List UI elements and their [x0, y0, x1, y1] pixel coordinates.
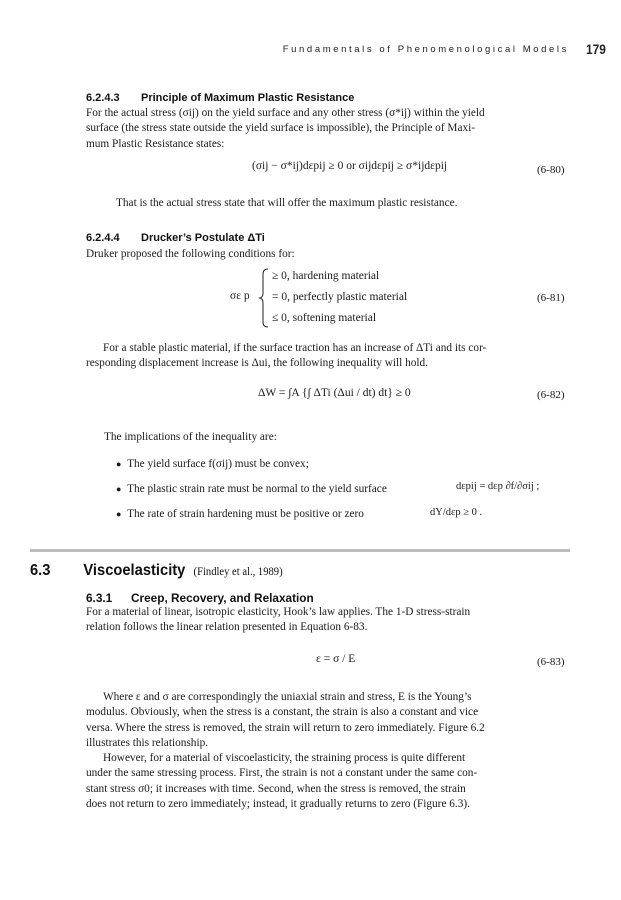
paragraph-line: Where ε and σ are correspondingly the uniaxial strain and stress, E is the Young’s — [103, 691, 472, 703]
section-title: Drucker’s Postulate ΔTi — [141, 232, 265, 244]
section-heading-6-3 — [30, 562, 283, 580]
paragraph-stable-material — [86, 341, 571, 372]
paragraph-line: illustrates this relationship. — [86, 736, 209, 749]
section-title: Principle of Maximum Plastic Resistance — [141, 92, 355, 104]
case-perfectly-plastic: = 0, perfectly plastic material — [272, 291, 408, 303]
left-brace-icon — [258, 268, 270, 328]
paragraph-line: That is the actual stress state that will offer the maximum plastic resistance. — [116, 197, 458, 209]
case-softening: ≤ 0, softening material — [272, 312, 377, 324]
section-number: 6.2.4.3 — [86, 92, 120, 104]
citation: (Findley et al., 1989) — [193, 566, 283, 578]
paragraph-line: Druker proposed the following conditions for: — [86, 248, 295, 260]
bullet-text: The plastic strain rate must be normal to the yield surface — [127, 483, 387, 495]
section-heading-6-2-4-3 — [86, 92, 354, 104]
bullet-icon: ● — [116, 484, 122, 494]
section-number: 6.2.4.4 — [86, 232, 120, 244]
section-heading-6-3-1 — [86, 591, 314, 605]
bullet-icon: ● — [116, 459, 122, 469]
section-heading-6-2-4-4 — [86, 232, 265, 244]
bullet-equation: dεpij = dεp ∂f/∂σij ; — [456, 481, 540, 492]
bullet-text: The rate of strain hardening must be positive or zero — [127, 508, 364, 520]
paragraph-line: For a stable plastic material, if the surface traction has an increase of ΔTi and its cor- — [103, 342, 487, 354]
paragraph-line: versa. Where the stress is removed, the strain will return to zero immediately. Figure 6.2 — [86, 721, 485, 734]
paragraph-line: modulus. Obviously, when the stress is a constant, the strain is also a constant and vice — [86, 706, 479, 719]
paragraph-line: under the same stressing process. First, the strain is not a constant under the same con- — [86, 767, 478, 780]
bullet-equation: dY/dεp ≥ 0 . — [430, 507, 483, 518]
bullet-icon: ● — [116, 509, 122, 519]
equation-lhs: σε p — [230, 290, 250, 302]
equation-number: (6-81) — [537, 292, 565, 304]
section-title: Viscoelasticity — [83, 562, 186, 579]
bullet-item — [116, 457, 309, 472]
bullet-item — [116, 482, 387, 497]
paragraph-elasticity — [86, 690, 571, 751]
section-number: 6.3 — [30, 562, 51, 579]
paragraph-line: does not return to zero immediately; instead, it gradually returns to zero (Figure 6.3). — [86, 797, 470, 810]
running-header: Fundamentals of Phenomenological Models — [282, 44, 569, 55]
equation-number: (6-82) — [537, 389, 565, 401]
section-divider — [30, 549, 570, 552]
paragraph-hooks-law — [86, 605, 571, 636]
equation-6-80: (σij − σ*ij)dεpij ≥ 0 or σijdεpij ≥ σ*ijdεpij — [252, 160, 448, 172]
paragraph-line: relation follows the linear relation presented in Equation 6-83. — [86, 621, 368, 634]
paragraph-6-2-4-3 — [86, 106, 571, 152]
paragraph-line: surface (the stress state outside the yield surface is impossible), the Principle of Maxi- — [86, 122, 476, 135]
paragraph-line: mum Plastic Resistance states: — [86, 137, 225, 150]
equation-6-82: ΔW = ∫A {∫ ΔTi (Δui / dt) dt} ≥ 0 — [258, 387, 411, 399]
paragraph-line: The implications of the inequality are: — [104, 431, 277, 443]
bullet-text: The yield surface f(σij) must be convex; — [127, 458, 309, 470]
paragraph-line: However, for a material of viscoelasticity, the straining process is quite different — [103, 752, 466, 764]
paragraph-line: stant stress σ0; it increases with time. Second, when the stress is removed, the strain — [86, 782, 466, 795]
paragraph-line: For the actual stress (σij) on the yield surface and any other stress (σ*ij) within the yield — [86, 107, 485, 119]
section-number: 6.3.1 — [86, 591, 113, 605]
paragraph-line: For a material of linear, isotropic elasticity, Hook’s law applies. The 1-D stress-strain — [86, 606, 471, 618]
paragraph-viscoelasticity — [86, 751, 571, 812]
page-number: 179 — [586, 41, 606, 57]
bullet-item — [116, 507, 364, 522]
paragraph-line: responding displacement increase is Δui, the following inequality will hold. — [86, 357, 429, 370]
equation-number: (6-80) — [537, 164, 565, 176]
equation-6-83: ε = σ / E — [316, 653, 356, 665]
section-title: Creep, Recovery, and Relaxation — [131, 591, 314, 605]
case-hardening: ≥ 0, hardening material — [272, 270, 380, 282]
equation-number: (6-83) — [537, 656, 565, 668]
